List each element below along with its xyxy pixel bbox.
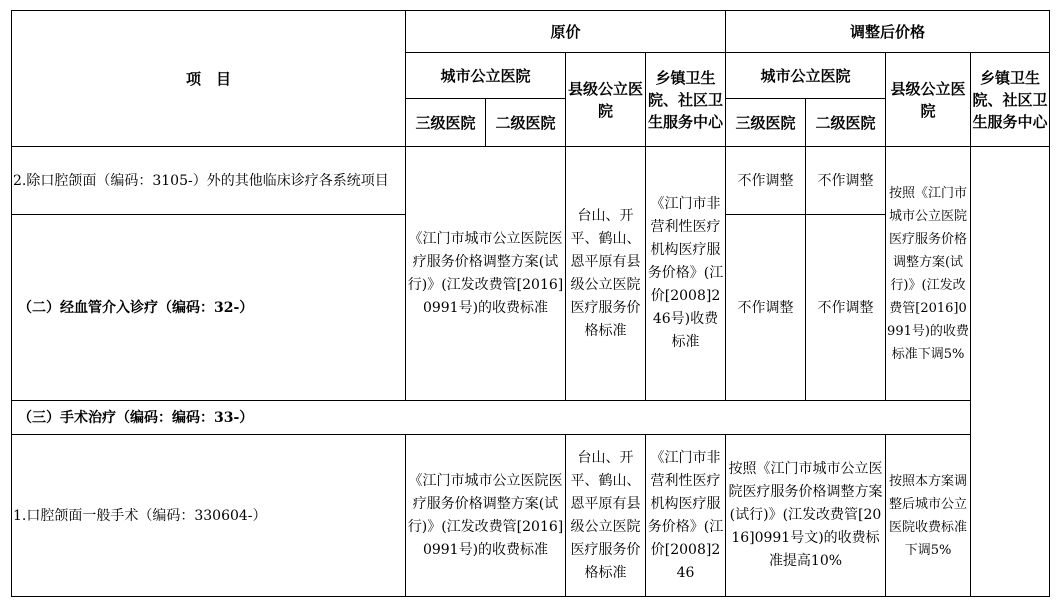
cell-orig-city-standard: 《江门市城市公立医院医疗服务价格调整方案(试行)》(江发改费管[2016]0991号)的收费标准: [406, 147, 566, 401]
header-adj-county-hospital: 县级公立医院: [886, 53, 971, 147]
row-section-surgery: （三）手术治疗（编码：编码：33-）: [12, 401, 971, 435]
cell-orig-county-standard: 台山、开平、鹤山、恩平原有县级公立医院医疗服务价格标准: [566, 147, 646, 401]
cell-adj-county-down5: 按照《江门市城市公立医院医疗服务价格调整方案(试行)》(江发改费管[2016]0991号)的收费标准下调5%: [886, 147, 971, 401]
header-original-price: 原价: [406, 11, 726, 53]
header-adj-tier2: 二级医院: [806, 99, 886, 147]
cell-adj-tier2-no-adjust: 不作调整: [806, 147, 886, 215]
row-item-other-clinical: 2.除口腔颌面（编码：3105-）外的其他临床诊疗各系统项目: [12, 147, 406, 215]
cell-orig-county-standard-2: 台山、开平、鹤山、恩平原有县级公立医院医疗服务价格标准: [566, 435, 646, 597]
header-orig-township-center: 乡镇卫生院、社区卫生服务中心: [646, 53, 726, 147]
header-adj-city-hospital: 城市公立医院: [726, 53, 886, 99]
row-item-vascular-intervention: （二）经血管介入诊疗（编码：32-）: [12, 215, 406, 401]
cell-adj-tier3-no-adjust-2: 不作调整: [726, 215, 806, 401]
header-orig-tier3: 三级医院: [406, 99, 486, 147]
row-item-oral-surgery: 1.口腔颌面一般手术（编码：330604-）: [12, 435, 406, 597]
header-orig-county-hospital: 县级公立医院: [566, 53, 646, 147]
cell-orig-township-standard-2: 《江门市非营利性医疗机构医疗服务价格》(江价[2008]246: [646, 435, 726, 597]
header-adj-tier3: 三级医院: [726, 99, 806, 147]
header-item: 项 目: [12, 11, 406, 147]
cell-adj-tier2-no-adjust-2: 不作调整: [806, 215, 886, 401]
cell-adj-county-down5-2: 按照本方案调整后城市公立医院收费标准下调5%: [886, 435, 971, 597]
header-adj-township-center: 乡镇卫生院、社区卫生服务中心: [971, 53, 1050, 147]
price-adjustment-table: [11, 10, 1050, 597]
cell-adj-township-empty: [971, 147, 1050, 597]
cell-orig-township-standard: 《江门市非营利性医疗机构医疗服务价格》(江价[2008]246号)收费标准: [646, 147, 726, 401]
cell-orig-city-standard-2: 《江门市城市公立医院医疗服务价格调整方案(试行)》(江发改费管[2016]0991号)的收费标准: [406, 435, 566, 597]
cell-adj-tier3-no-adjust: 不作调整: [726, 147, 806, 215]
header-orig-tier2: 二级医院: [486, 99, 566, 147]
header-adjusted-price: 调整后价格: [726, 11, 1050, 53]
header-orig-city-hospital: 城市公立医院: [406, 53, 566, 99]
cell-adj-city-up10: 按照《江门市城市公立医院医疗服务价格调整方案(试行)》(江发改费管[2016]0991号文)的收费标准提高10%: [726, 435, 886, 597]
